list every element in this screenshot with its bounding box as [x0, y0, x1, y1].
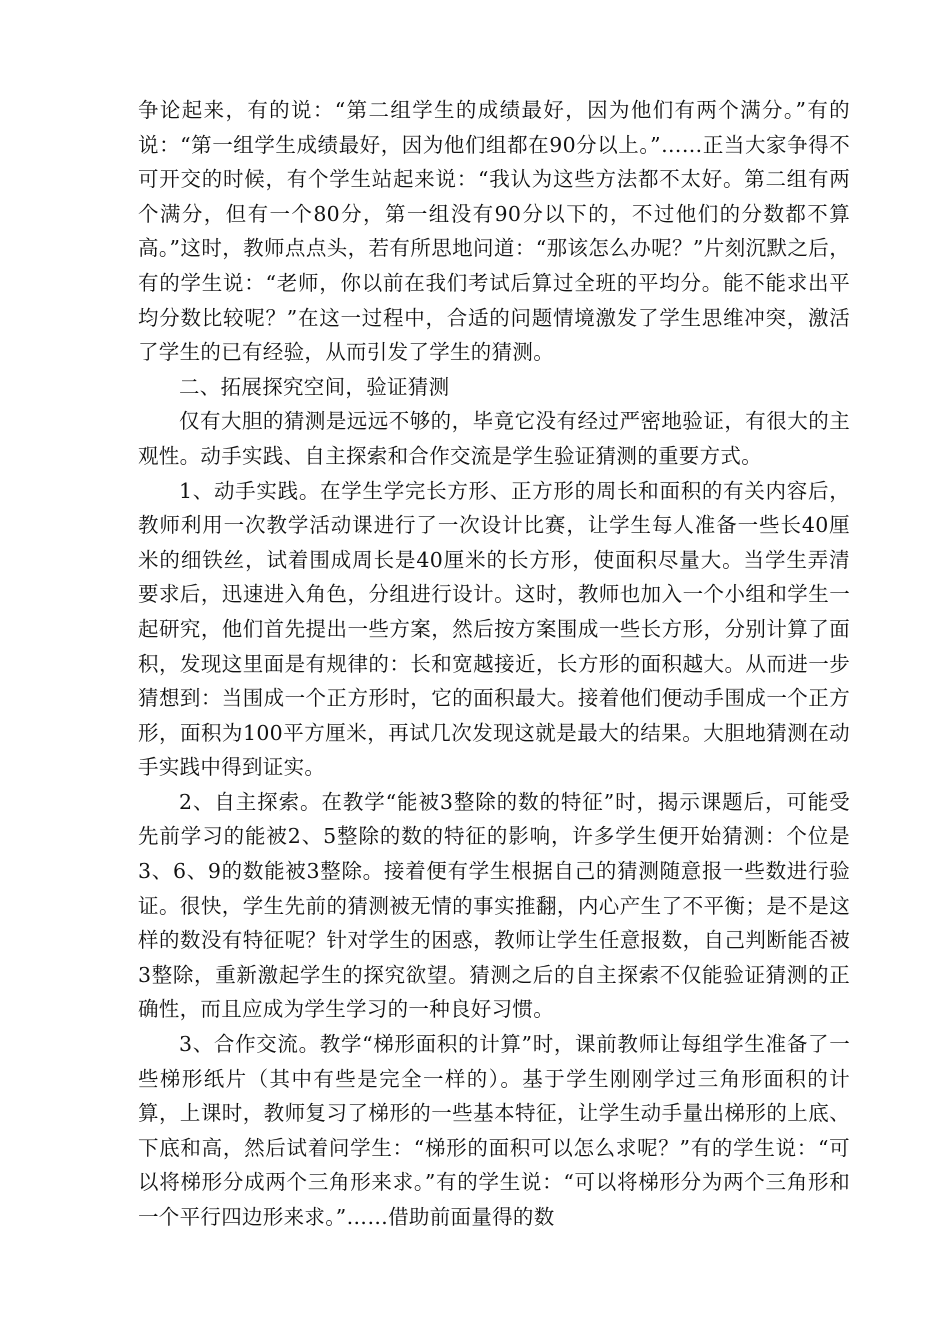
section-heading: 二、拓展探究空间，验证猜测 [179, 374, 450, 399]
body-text [138, 93, 850, 1235]
paragraph-independent-exploration: 2、自主探索。在教学“能被3整除的数的特征”时，揭示课题后，可能受先前学习的能被2、5整除的数的特征的影响，许多学生便开始猜测：个位是3、6、9的数能被3整除。接着便有学生根据自己的猜测随意报一些数进行验证。很快，学生先前的猜测被无情的事实推翻，内心产生了不平衡；是不是这样的数没有特征呢？针对学生的困惑，教师让学生任意报数，自己判断能否被3整除，重新激起学生的探究欲望。猜测之后的自主探索不仅能验证猜测的正确性，而且应成为学生学习的一种良好习惯。 [138, 789, 850, 1022]
paragraph-hands-on-practice: 1、动手实践。在学生学完长方形、正方形的周长和面积的有关内容后，教师利用一次教学活动课进行了一次设计比赛，让学生每人准备一些长40厘米的细铁丝，试着围成周长是40厘米的长方形，使面积尽量大。当学生弄清要求后，迅速进入角色，分组进行设计。这时，教师也加入一个小组和学生一起研究，他们首先提出一些方案，然后按方案围成一些长方形，分别计算了面积，发现这里面是有规律的：长和宽越接近，长方形的面积越大。从而进一步猜想到：当围成一个正方形时，它的面积最大。接着他们便动手围成一个正方形，面积为100平方厘米，再试几次发现这就是最大的结果。大胆地猜测在动手实践中得到证实。 [138, 478, 850, 780]
paragraph-cooperative-exchange: 3、合作交流。教学“梯形面积的计算”时，课前教师让每组学生准备了一些梯形纸片（其中有些是完全一样的）。基于学生刚刚学过三角形面积的计算，上课时，教师复习了梯形的一些基本特征，让学生动手量出梯形的上底、下底和高，然后试着问学生：“梯形的面积可以怎么求呢？”有的学生说：“可以将梯形分成两个三角形来求。”有的学生说：“可以将梯形分为两个三角形和一个平行四边形来求。”……借助前面量得的数 [138, 1032, 850, 1229]
paragraph-intro: 仅有大胆的猜测是远远不够的，毕竟它没有经过严密地验证，有很大的主观性。动手实践、自主探索和合作交流是学生验证猜测的重要方式。 [138, 409, 850, 468]
paragraph-continuation: 争论起来，有的说：“第二组学生的成绩最好，因为他们有两个满分。”有的说：“第一组学生成绩最好，因为他们组都在90分以上。”……正当大家争得不可开交的时候，有个学生站起来说：“我认为这些方法都不太好。第二组有两个满分，但有一个80分，第一组没有90分以下的，不过他们的分数都不算高。”这时，教师点点头，若有所思地问道：“那该怎么办呢？”片刻沉默之后，有的学生说：“老师，你以前在我们考试后算过全班的平均分。能不能求出平均分数比较呢？”在这一过程中，合适的问题情境激发了学生思维冲突，激活了学生的已有经验，从而引发了学生的猜测。 [138, 98, 850, 365]
